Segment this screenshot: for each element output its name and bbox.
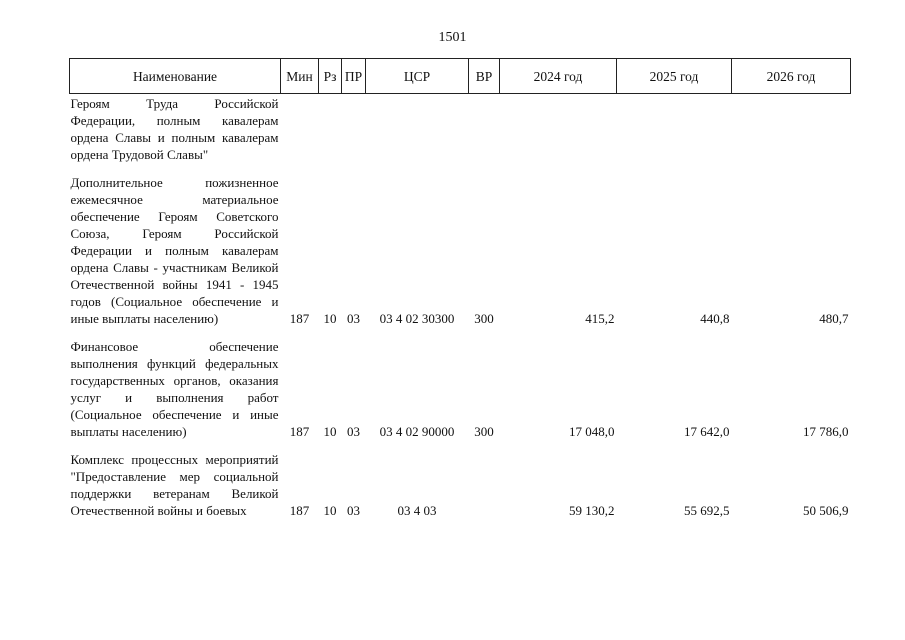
row-vr (469, 450, 500, 519)
row-name: Дополнительное пожизненное ежемесячное материальное обеспечение Героям Советского Союза, Героям Российской Федерации и полным кавалерам ордена Славы - участникам Великой Отечественной войны 1941 - 1945 годов (Социальное обеспечение и иные выплаты населению) (70, 175, 279, 326)
row-name: Комплекс процессных мероприятий "Предоставление мер социальной поддержки ветеранам Великой Отечественной войны и боевых (70, 452, 279, 518)
row-name: Финансовое обеспечение выполнения функций федеральных государственных органов, оказания услуг и выполнения работ (Социальное обеспечение и иные выплаты населению) (70, 339, 279, 439)
row-spacer (70, 327, 851, 337)
row-2024: 415,2 (585, 311, 615, 326)
header-2024: 2024 год (500, 59, 617, 94)
row-csr (366, 94, 469, 164)
row-pr (342, 94, 366, 164)
table-body (70, 94, 851, 520)
header-name: Наименование (70, 59, 281, 94)
row-pr: 03 (347, 503, 360, 518)
row-min (281, 94, 319, 164)
row-csr: 03 4 02 90000 (379, 424, 455, 439)
table-row (70, 94, 851, 164)
table-row (70, 173, 851, 327)
row-2026: 50 506,9 (803, 503, 849, 518)
row-pr: 03 (347, 424, 360, 439)
table-row (70, 337, 851, 440)
table-header (70, 59, 851, 94)
table-row (70, 450, 851, 519)
row-rz: 10 (323, 503, 337, 518)
budget-table (69, 58, 851, 519)
header-pr: ПР (342, 59, 366, 94)
row-2025 (617, 94, 732, 164)
row-rz: 10 (323, 311, 337, 326)
row-rz: 10 (323, 424, 337, 439)
row-2024: 59 130,2 (569, 503, 615, 518)
row-2026: 17 786,0 (803, 424, 849, 439)
row-csr: 03 4 03 (397, 503, 437, 518)
row-min: 187 (289, 311, 310, 326)
header-2025: 2025 год (617, 59, 732, 94)
header-csr: ЦСР (366, 59, 469, 94)
row-vr: 300 (474, 311, 494, 326)
row-2025: 17 642,0 (684, 424, 730, 439)
page-number: 1501 (438, 30, 467, 45)
header-vr: ВР (469, 59, 500, 94)
row-2025: 440,8 (700, 311, 730, 326)
row-2026 (732, 94, 851, 164)
row-min: 187 (289, 424, 310, 439)
row-2024 (500, 94, 617, 164)
row-min: 187 (289, 503, 310, 518)
row-2024: 17 048,0 (569, 424, 615, 439)
row-rz (319, 94, 342, 164)
header-min: Мин (281, 59, 319, 94)
header-2026: 2026 год (732, 59, 851, 94)
row-vr (469, 94, 500, 164)
row-spacer (70, 163, 851, 173)
row-name: Героям Труда Российской Федерации, полным кавалерам ордена Славы и полным кавалерам ордена Трудовой Славы" (70, 96, 279, 162)
row-pr: 03 (347, 311, 360, 326)
row-vr: 300 (474, 424, 494, 439)
row-spacer (70, 440, 851, 450)
header-rz: Рз (319, 59, 342, 94)
row-2025: 55 692,5 (684, 503, 730, 518)
row-2026: 480,7 (819, 311, 849, 326)
row-csr: 03 4 02 30300 (379, 311, 455, 326)
